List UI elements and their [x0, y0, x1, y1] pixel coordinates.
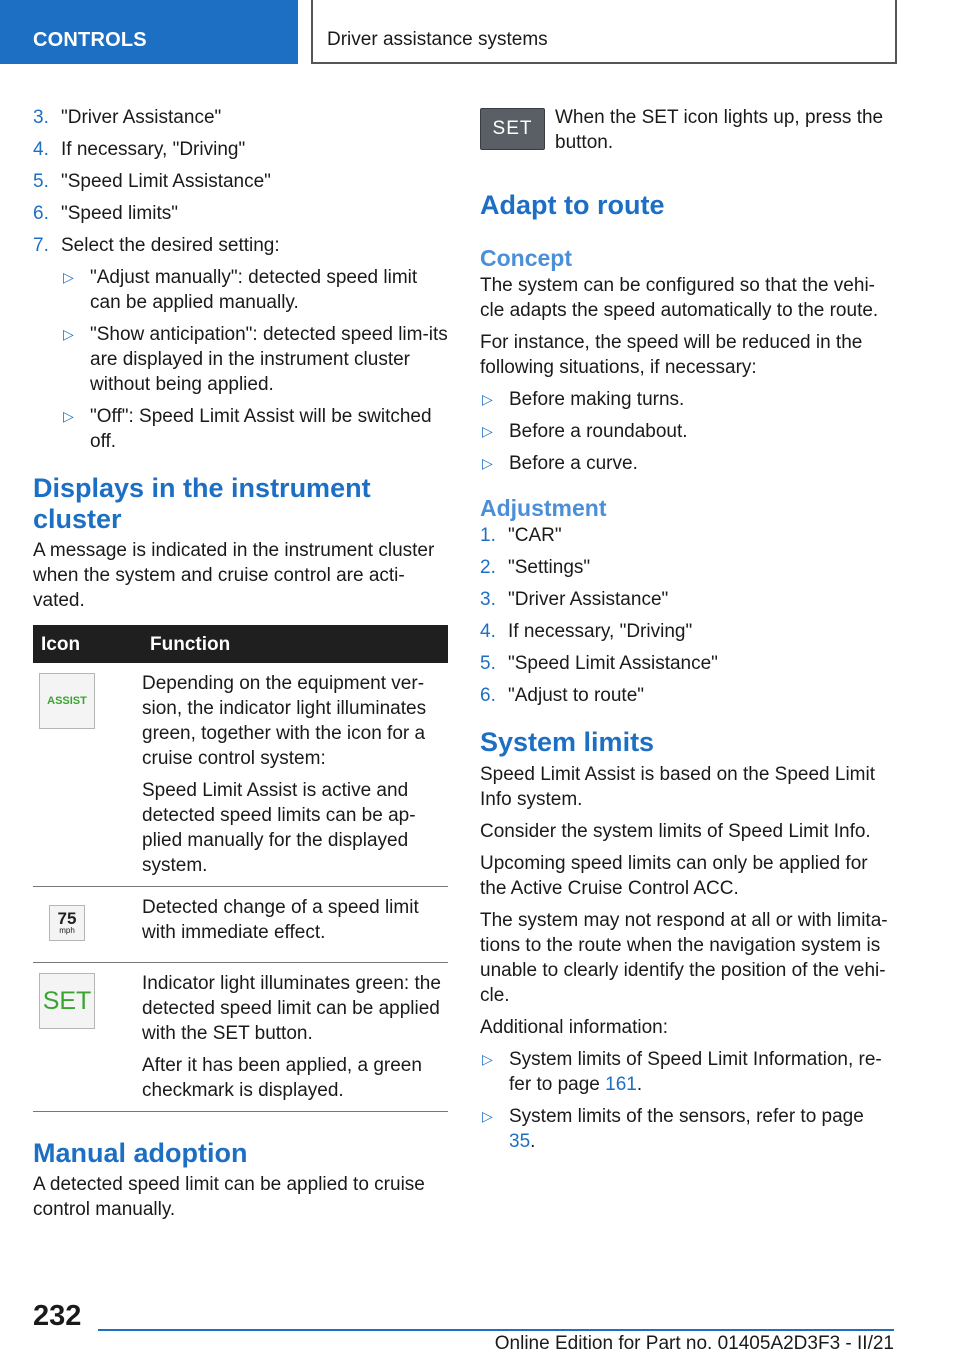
- table-row: [33, 663, 448, 887]
- adjustment-steps-list: [480, 523, 893, 708]
- list-item: [480, 419, 893, 444]
- footer-rule: [98, 1329, 894, 1331]
- set-instruction-text: When the SET icon lights up, press the button.: [555, 107, 884, 153]
- icon-cell: [33, 887, 142, 963]
- step-number: 2.: [480, 557, 496, 578]
- step-text: "Adjust to route": [508, 685, 645, 706]
- list-item: [61, 404, 448, 454]
- list-item: [61, 322, 448, 397]
- set-indicator-icon: [39, 973, 95, 1029]
- speed-limit-number: 75: [57, 909, 77, 928]
- limits-text: Speed Limit Assist is based on the Speed Limit Info system.: [480, 764, 876, 810]
- step-text: If necessary, "Driving": [61, 139, 246, 160]
- page-number: 232: [33, 1300, 82, 1332]
- page-link[interactable]: 161: [605, 1074, 637, 1095]
- triangle-bullet-icon: ▷: [482, 423, 493, 439]
- function-cell: [142, 887, 448, 963]
- situation-text: Before a roundabout.: [509, 421, 688, 442]
- function-text: Detected change of a speed limit with immediate effect.: [142, 897, 419, 943]
- reference-end: .: [530, 1131, 536, 1152]
- triangle-bullet-icon: ▷: [482, 455, 493, 471]
- triangle-bullet-icon: ▷: [482, 1108, 493, 1124]
- system-limits-heading: System limits: [480, 727, 655, 757]
- list-item: [33, 169, 448, 194]
- step-text: "Driver Assistance": [61, 107, 222, 128]
- list-item: [480, 619, 893, 644]
- list-item: [480, 451, 893, 476]
- section-tab: [0, 0, 298, 64]
- limits-text: Consider the system limits of Speed Limit Info.: [480, 821, 871, 842]
- function-text: After it has been applied, a green checkmark is displayed.: [142, 1055, 422, 1101]
- triangle-bullet-icon: ▷: [63, 269, 74, 285]
- adapt-route-heading: Adapt to route: [480, 190, 665, 220]
- step-number: 4.: [33, 139, 49, 160]
- chapter-tab: [311, 0, 897, 64]
- list-item: [480, 683, 893, 708]
- step-number: 3.: [33, 107, 49, 128]
- list-item: [480, 387, 893, 412]
- list-item: [33, 137, 448, 162]
- set-button-icon: [480, 108, 545, 150]
- reference-end: .: [636, 1074, 643, 1095]
- function-cell: [142, 663, 448, 887]
- table-header-row: [33, 625, 448, 663]
- left-column: [33, 105, 448, 1229]
- list-item: [33, 233, 448, 258]
- step-text: "Settings": [508, 557, 591, 578]
- step-number: 5.: [33, 171, 49, 192]
- step-number: 5.: [480, 653, 496, 674]
- list-item: [480, 587, 893, 612]
- right-column: [480, 190, 893, 1161]
- limits-text: Additional information:: [480, 1017, 668, 1038]
- setting-text: "Show anticipation": detected speed lim‐its are displayed in the instrument cluster without being applied.: [90, 324, 448, 395]
- limits-text: The system may not respond at all or with limita‐tions to the route when the navigation system is unable to clearly identify the position of the vehi‐cle.: [480, 910, 888, 1006]
- function-text: Indicator light illuminates green: the detected speed limit can be applied with the SET button.: [142, 973, 441, 1044]
- step-number: 6.: [480, 685, 496, 706]
- triangle-bullet-icon: ▷: [63, 408, 74, 424]
- displays-text: A message is indicated in the instrument cluster when the system and cruise control are acti‐vated.: [33, 540, 435, 611]
- step-text: "Speed limits": [61, 203, 178, 224]
- column-header-icon: Icon: [33, 625, 142, 663]
- list-item: [480, 651, 893, 676]
- set-instruction: [555, 105, 893, 162]
- set-icon-text: SET: [42, 986, 92, 1015]
- triangle-bullet-icon: ▷: [482, 1051, 493, 1067]
- list-item: [480, 1104, 893, 1154]
- table-row: [33, 963, 448, 1112]
- function-text: Depending on the equipment ver‐sion, the indicator light illuminates green, together with the icon for a cruise control system:: [142, 673, 427, 769]
- steps-list: [33, 105, 448, 258]
- reference-text: System limits of Speed Limit Information, re‐fer to page: [509, 1049, 882, 1095]
- function-cell: [142, 963, 448, 1112]
- page-link[interactable]: 35: [509, 1131, 531, 1152]
- speed-limit-sign-icon: [49, 905, 85, 941]
- step-number: 1.: [480, 525, 496, 546]
- icon-function-table: [33, 625, 448, 1112]
- triangle-bullet-icon: ▷: [63, 326, 74, 342]
- list-item: [61, 265, 448, 315]
- section-title: CONTROLS: [33, 29, 147, 51]
- function-text: Speed Limit Assist is active and detected speed limits can be ap‐plied manually for the displayed system.: [142, 780, 416, 876]
- settings-list: [61, 265, 448, 454]
- adjustment-heading: Adjustment: [480, 495, 607, 521]
- icon-cell: [33, 663, 142, 887]
- concept-text: For instance, the speed will be reduced in the following situations, if necessary:: [480, 332, 863, 378]
- displays-heading: Displays in the instrument cluster: [33, 473, 371, 534]
- step-number: 3.: [480, 589, 496, 610]
- step-number: 7.: [33, 235, 49, 256]
- step-text: "CAR": [508, 525, 562, 546]
- concept-heading: Concept: [480, 245, 572, 271]
- list-item: [33, 105, 448, 130]
- reference-text: System limits of the sensors, refer to page: [509, 1106, 864, 1127]
- situations-list: [480, 387, 893, 476]
- step-text: If necessary, "Driving": [508, 621, 693, 642]
- edition-text: Online Edition for Part no. 01405A2D3F3 - II/21: [494, 1333, 894, 1354]
- triangle-bullet-icon: ▷: [482, 391, 493, 407]
- step-number: 4.: [480, 621, 496, 642]
- manual-adoption-heading: Manual adoption: [33, 1138, 248, 1168]
- step-text: "Speed Limit Assistance": [508, 653, 718, 674]
- step-number: 6.: [33, 203, 49, 224]
- setting-text: "Off": Speed Limit Assist will be switched off.: [90, 406, 432, 452]
- list-item: [480, 1047, 893, 1097]
- assist-icon-text: ASSIST: [47, 694, 87, 707]
- limits-text: Upcoming speed limits can only be applied for the Active Cruise Control ACC.: [480, 853, 868, 899]
- concept-text: The system can be configured so that the vehi‐cle adapts the speed automatically to the route.: [480, 275, 879, 321]
- step-text: "Driver Assistance": [508, 589, 669, 610]
- list-item: [480, 555, 893, 580]
- assist-indicator-icon: [39, 673, 95, 729]
- manual-adoption-text: A detected speed limit can be applied to cruise control manually.: [33, 1174, 425, 1220]
- list-item: [480, 523, 893, 548]
- set-button-label: SET: [492, 118, 533, 139]
- step-text: "Speed Limit Assistance": [61, 171, 271, 192]
- table-row: [33, 887, 448, 963]
- speed-limit-unit: mph: [59, 926, 75, 935]
- column-header-function: Function: [142, 625, 448, 663]
- situation-text: Before making turns.: [509, 389, 685, 410]
- references-list: [480, 1047, 893, 1154]
- situation-text: Before a curve.: [509, 453, 638, 474]
- icon-cell: [33, 963, 142, 1112]
- step-text: Select the desired setting:: [61, 235, 280, 256]
- list-item: [33, 201, 448, 226]
- setting-text: "Adjust manually": detected speed limit can be applied manually.: [90, 267, 418, 313]
- chapter-title: Driver assistance systems: [327, 29, 548, 50]
